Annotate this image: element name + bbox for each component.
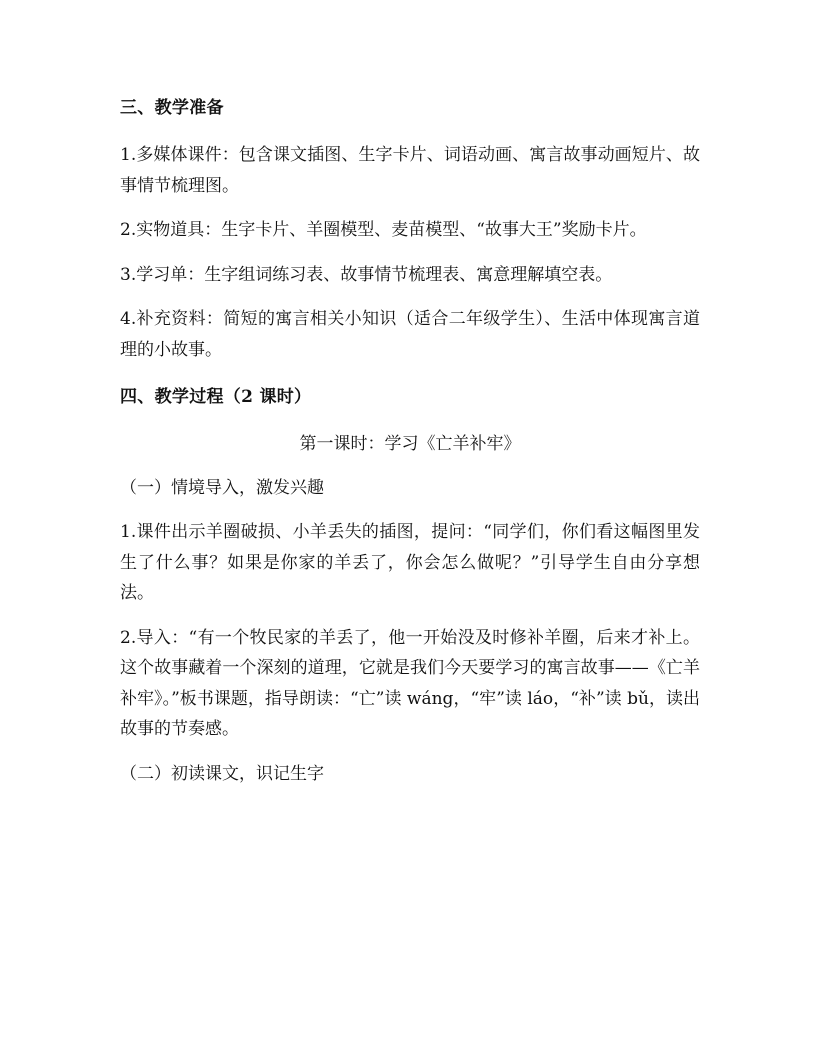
prep-item-multimedia: 1.多媒体课件：包含课文插图、生字卡片、词语动画、寓言故事动画短片、故事情节梳理图。 bbox=[120, 145, 700, 196]
prep-item-worksheet: 3.学习单：生字组词练习表、故事情节梳理表、寓意理解填空表。 bbox=[120, 264, 613, 285]
intro-item-1: 1.课件出示羊圈破损、小羊丢失的插图，提问：“同学们，你们看这幅图里发生了什么事？如果是你家的羊丢了，你会怎么做呢？”引导学生自由分享想法。 bbox=[120, 522, 700, 603]
subsection-heading-intro: （一）情境导入，激发兴趣 bbox=[120, 478, 324, 498]
prep-item-props: 2.实物道具：生字卡片、羊圈模型、麦苗模型、“故事大王”奖励卡片。 bbox=[120, 220, 647, 240]
document-content bbox=[120, 93, 700, 789]
subsection-heading-reading: （二）初读课文，识记生字 bbox=[120, 763, 324, 784]
intro-item-2: 2.导入：“有一个牧民家的羊丢了，他一开始没及时修补羊圈，后来才补上。这个故事藏着一个深刻的道理，它就是我们今天要学习的寓言故事——《亡羊补牢》。”板书课题，指导朗读：“亡”读 wáng，“牢”读 láo，“补”读 bǔ，读出故事的节奏感。 bbox=[120, 627, 700, 739]
section-heading-preparation: 三、教学准备 bbox=[120, 98, 224, 118]
lesson-title: 第一课时：学习《亡羊补牢》 bbox=[299, 434, 521, 454]
section-heading-process: 四、教学过程（2 课时） bbox=[120, 387, 312, 407]
prep-item-materials: 4.补充资料：简短的寓言相关小知识（适合二年级学生）、生活中体现寓言道理的小故事。 bbox=[120, 309, 700, 360]
